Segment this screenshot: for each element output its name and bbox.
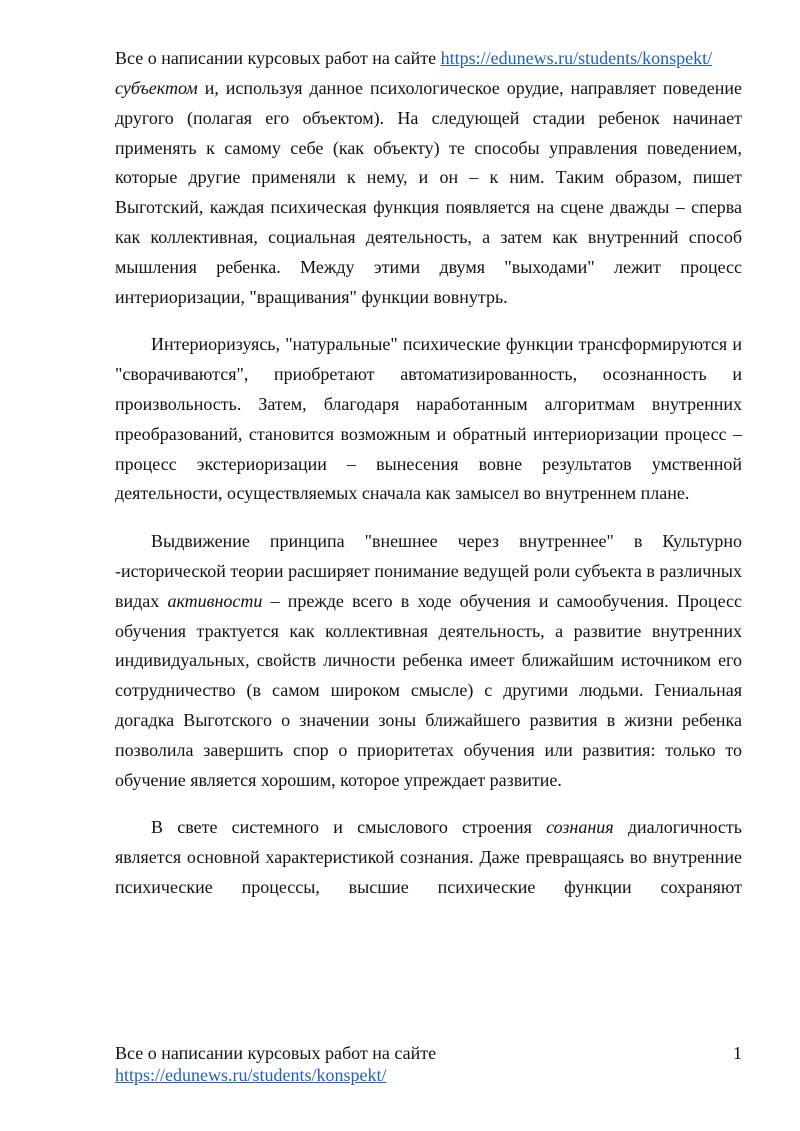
footer-text: Все о написании курсовых работ на сайте xyxy=(115,1043,437,1063)
paragraph-3 xyxy=(115,527,742,795)
text-run: Выдвижение принципа "внешнее через внутреннее" в Культурно -исторической теории расширяет понимание ведущей роли субъекта в различных видах xyxy=(115,531,742,611)
footer-link[interactable]: https://edunews.ru/students/konspekt/ xyxy=(115,1065,387,1085)
text-run: В свете системного и смыслового строения xyxy=(151,817,547,838)
paragraph-2 xyxy=(115,330,742,509)
header-text: Все о написании курсовых работ на сайте xyxy=(115,48,437,68)
text-run: и, используя данное психологическое орудие, направляет поведение другого (полагая его объектом). На следующей стадии ребенок начинает применять к самому себе (как объекту) те способы управления поведением, которые другие применяли к нему, и он – к ним. Таким образом, пишет Выготский, каждая психическая функция появляется на сцене дважды – сперва как коллективная, социальная деятельность, а затем как внутренний способ мышления ребенка. Между этими двумя "выходами" лежит процесс интериоризации, "вращивания" функции вовнутрь. xyxy=(115,78,742,307)
paragraph-1 xyxy=(115,74,742,312)
header-link[interactable]: https://edunews.ru/students/konspekt/ xyxy=(440,48,713,68)
paragraph-4 xyxy=(115,813,742,902)
text-run: Интериоризуясь, "натуральные" психические функции трансформируются и "сворачиваются", приобретают автоматизированность, осознанность и произвольность. Затем, благодаря наработанным алгоритмам внутренних преобразований, становится возможным и обратный интериоризации процесс – процесс экстериоризации – вынесения вовне результатов умственной деятельности, осуществляемых сначала как замысел во внутреннем плане. xyxy=(115,334,742,504)
page-footer xyxy=(115,1042,742,1086)
page-header xyxy=(115,46,742,70)
italic-term: субъектом xyxy=(115,78,198,98)
italic-term: сознания xyxy=(546,817,614,838)
document-body xyxy=(115,74,742,903)
text-run: диалогичность является основной характеристикой сознания. Даже превращаясь во внутренние психические процессы, высшие психические функции сохраняют xyxy=(115,817,742,897)
italic-term: активности xyxy=(167,590,263,611)
text-run: – прежде всего в ходе обучения и самообучения. Процесс обучения трактуется как коллективная деятельность, а развитие внутренних индивидуальных, свойств личности ребенка имеет ближайшим источником его сотрудничество (в самом широком смысле) с другими людьми. Гениальная догадка Выготского о значении зоны ближайшего развития в жизни ребенка позволила завершить спор о приоритетах обучения или развития: только то обучение является хорошим, которое упреждает развитие. xyxy=(115,590,742,790)
page-number: 1 xyxy=(733,1043,742,1063)
